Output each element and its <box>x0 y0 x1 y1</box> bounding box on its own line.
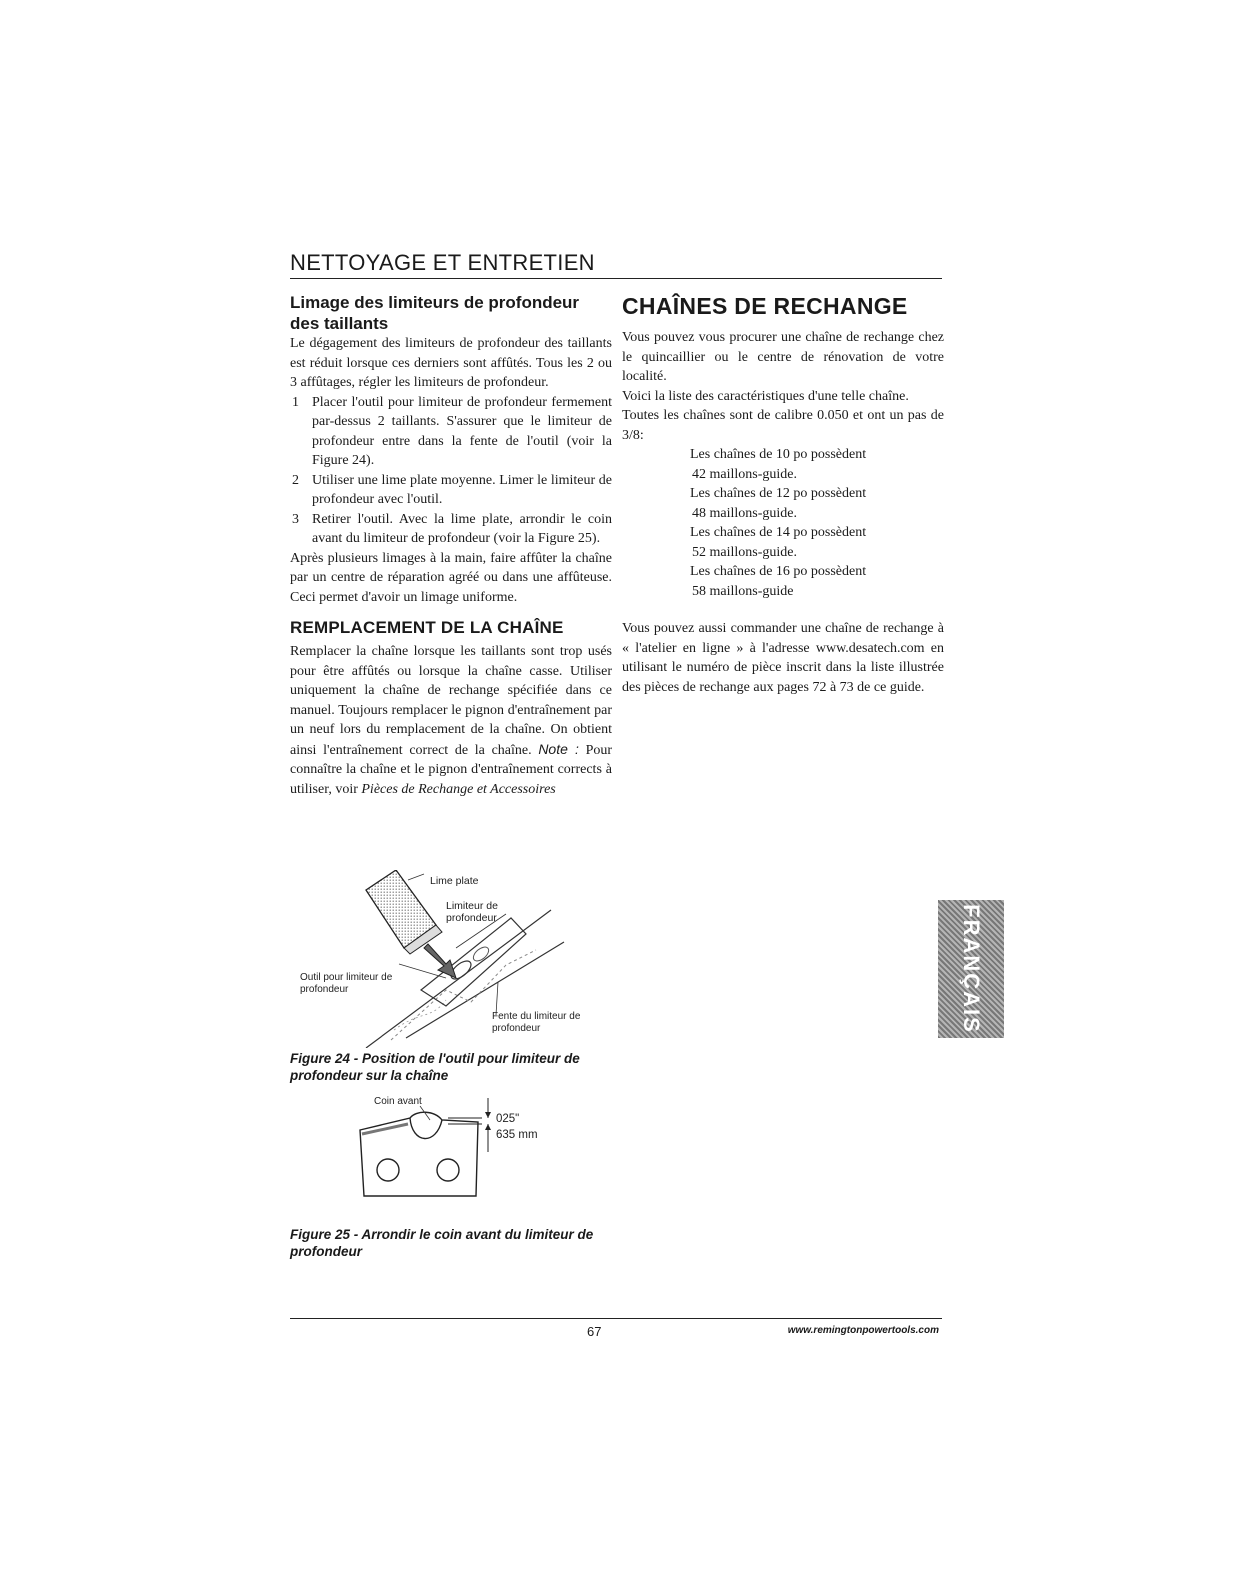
figure-25 <box>350 1090 590 1202</box>
label-corner: Coin avant <box>374 1096 422 1107</box>
right-column <box>622 292 944 697</box>
label-inch: 025" <box>496 1113 520 1125</box>
label-tool-2: profondeur <box>300 984 349 995</box>
parts-reference: Pièces de Rechange et Accessoires <box>361 781 556 797</box>
chain-replacement-heading: REMPLACEMENT DE LA CHAÎNE <box>290 618 564 637</box>
spec-line: Les chaînes de 16 po possèdent <box>690 564 867 579</box>
page-number: 67 <box>587 1324 602 1339</box>
spec-line: Les chaînes de 10 po possèdent <box>690 447 867 462</box>
right-para-1: Vous pouvez vous procurer une chaîne de rechange chez le quincaillier ou le centre de rénovation de votre localité. <box>622 330 944 384</box>
step-item: 1 Placer l'outil pour limiteur de profondeur fermement par-dessus 2 taillants. S'assurer que le limiteur de profondeur entre dans la fente de l'outil (voir la Figure 24). <box>292 394 612 468</box>
depth-gauge-heading: Limage des limiteurs de profondeur des taillants <box>290 293 580 333</box>
right-para-2: Voici la liste des caractéristiques d'une telle chaîne. <box>622 388 909 404</box>
spec-line: 58 maillons-guide <box>692 583 794 599</box>
spec-line: Les chaînes de 14 po possèdent <box>690 525 867 540</box>
spec-line: 48 maillons-guide. <box>692 505 797 521</box>
figure-25-illustration <box>350 1090 590 1202</box>
label-mm: 635 mm <box>496 1129 538 1141</box>
right-para-4: Vous pouvez aussi commander une chaîne de rechange à « l'atelier en ligne » à l'adresse www.desatech.com en utilisant le numéro de pièce inscrit dans la liste illustrée des pièces de rechange aux pages 72 à 73 de ce guide. <box>622 621 944 695</box>
footer-rule <box>290 1318 942 1319</box>
spec-line: 52 maillons-guide. <box>692 544 797 560</box>
figure-25-caption: Figure 25 - Arrondir le coin avant du limiteur de profondeur <box>290 1227 594 1259</box>
section-title: NETTOYAGE ET ENTRETIEN <box>290 250 595 275</box>
spec-line: 42 maillons-guide. <box>692 466 797 482</box>
language-tab <box>938 900 1004 1038</box>
right-para-3: Toutes les chaînes sont de calibre 0.050 et ont un pas de 3/8: <box>622 408 944 443</box>
label-file: Lime plate <box>430 875 479 887</box>
left-column <box>290 292 612 799</box>
chain-replacement-text: Remplacer la chaîne lorsque les taillants sont trop usés pour être affûtés ou lorsque la chaîne casse. Utiliser uniquement la chaîne de rechange spécifiée dans ce manuel. Toujours remplacer le pignon d'entraînement par un neuf lors du remplacement de la chaîne. On obtient ainsi l'entraînement correct de la chaîne. Note : Pour connaître la chaîne et le pignon d'entraînement corrects à utiliser, voir Pièces de Rechange et Accessoires <box>290 644 613 797</box>
chain-spec-list <box>622 445 944 601</box>
depth-gauge-intro: Le dégagement des limiteurs de profondeur des taillants est réduit lorsque ces derniers sont affûtés. Tous les 2 ou 3 affûtages, régler les limiteurs de profondeur. <box>290 336 612 390</box>
note-label: Note : <box>538 740 579 757</box>
language-tab-label: FRANÇAIS <box>959 904 984 1034</box>
step-item: 3 Retirer l'outil. Avec la lime plate, arrondir le coin avant du limiteur de profondeur (voir la Figure 25). <box>292 511 612 546</box>
figure-24-caption: Figure 24 - Position de l'outil pour limiteur de profondeur sur la chaîne <box>290 1051 580 1083</box>
figure-24 <box>296 870 616 1048</box>
label-slot: Fente du limiteur de <box>492 1011 581 1022</box>
label-limiter-2: profondeur <box>446 912 497 924</box>
depth-gauge-steps <box>290 393 612 549</box>
title-rule <box>290 278 942 279</box>
step-item: 2 Utiliser une lime plate moyenne. Limer le limiteur de profondeur avec l'outil. <box>292 472 612 507</box>
label-tool: Outil pour limiteur de <box>300 972 393 983</box>
label-limiter: Limiteur de <box>446 900 498 912</box>
spec-line: Les chaînes de 12 po possèdent <box>690 486 867 501</box>
website-link[interactable]: www.remingtonpowertools.com <box>787 1325 939 1336</box>
label-slot-2: profondeur <box>492 1023 541 1034</box>
after-filing-text: Après plusieurs limages à la main, faire affûter la chaîne par un centre de réparation agréé ou dans une affûteuse. Ceci permet d'avoir un limage uniforme. <box>290 550 612 605</box>
replacement-chains-heading: CHAÎNES DE RECHANGE <box>622 293 908 319</box>
figure-24-illustration <box>296 870 616 1048</box>
